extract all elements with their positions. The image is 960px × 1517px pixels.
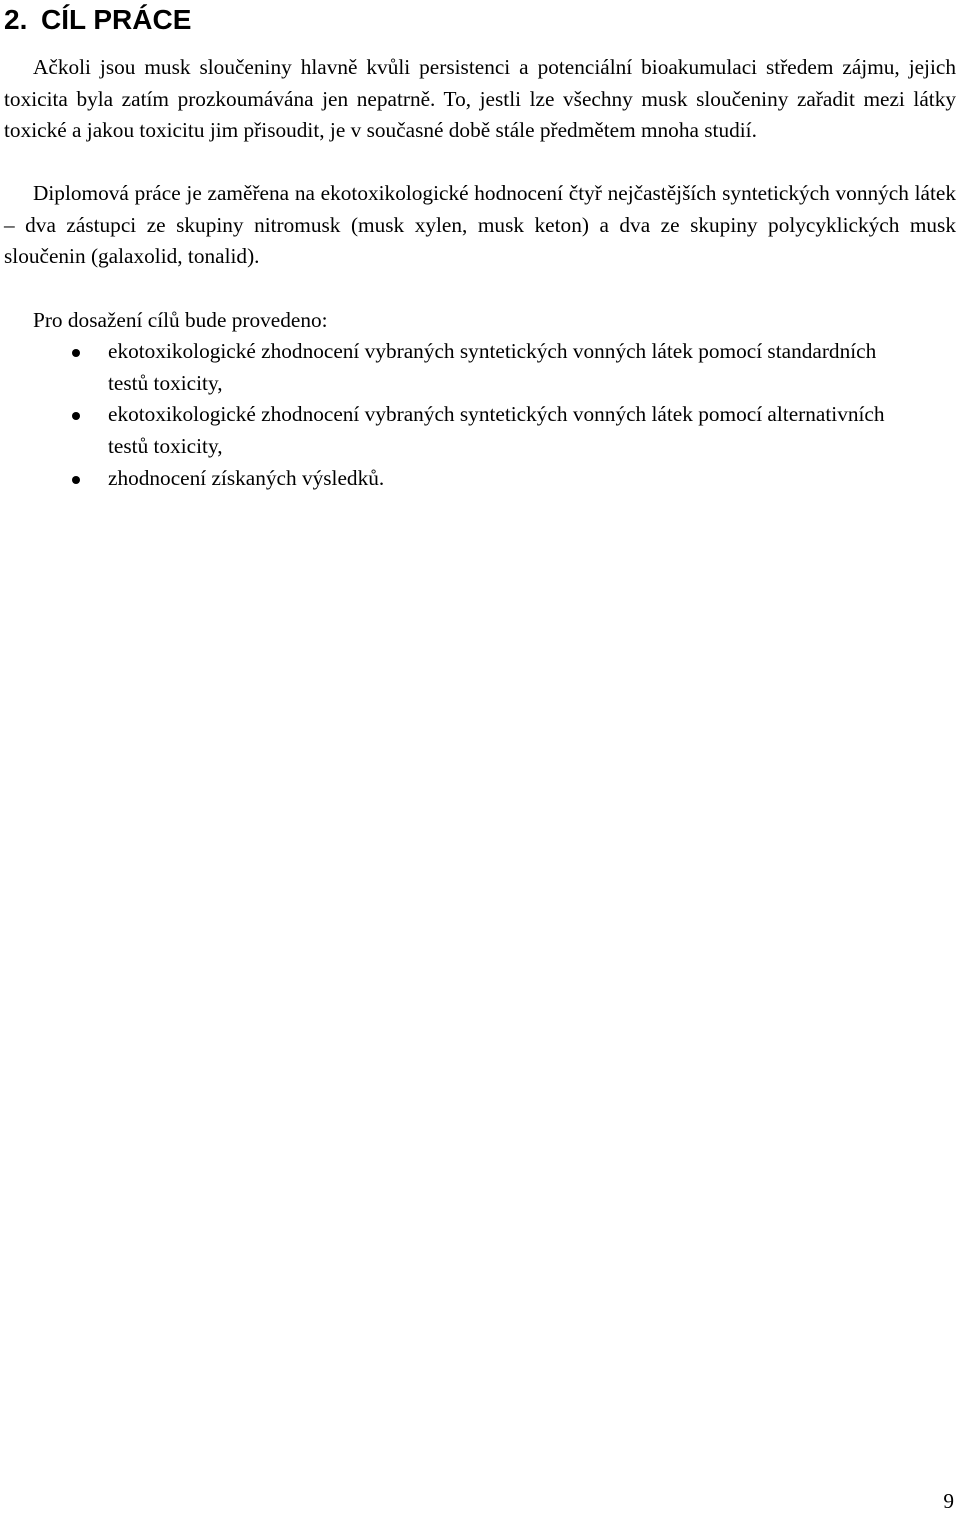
chapter-heading <box>4 2 191 38</box>
list-item-text: ekotoxikologické zhodnocení vybraných syntetických vonných látek pomocí alternativních testů toxicity, <box>108 402 885 459</box>
paragraph-intro: Ačkoli jsou musk sloučeniny hlavně kvůli persistenci a potenciální bioakumulaci středem zájmu, jejich toxicita byla zatím prozkoumávána jen nepatrně. To, jestli lze všechny musk sloučeniny zařadit mezi látky toxické a jakou toxicitu jim přisoudit, je v současné době stále předmětem mnoha studií. <box>4 55 956 143</box>
chapter-number: 2. <box>4 4 28 35</box>
page-number: 9 <box>943 1489 954 1513</box>
bullet-icon <box>72 349 80 357</box>
chapter-title: CÍL PRÁCE <box>41 4 192 35</box>
goals-list <box>0 336 960 495</box>
list-item <box>0 463 908 495</box>
bullet-icon <box>72 412 80 420</box>
bullet-icon <box>72 476 80 484</box>
paragraph-thesis-focus: Diplomová práce je zaměřena na ekotoxikologické hodnocení čtyř nejčastějších syntetických vonných látek – dva zástupci ze skupiny nitromusk (musk xylen, musk keton) a dva ze skupiny polycyklických musk sloučenin (galaxolid, tonalid). <box>4 181 956 269</box>
paragraph-goals-lead: Pro dosažení cílů bude provedeno: <box>33 308 328 332</box>
list-item <box>0 399 908 462</box>
list-item-text: ekotoxikologické zhodnocení vybraných syntetických vonných látek pomocí standardních testů toxicity, <box>108 339 877 395</box>
list-item-text: zhodnocení získaných výsledků. <box>108 465 385 490</box>
list-item <box>0 336 908 399</box>
